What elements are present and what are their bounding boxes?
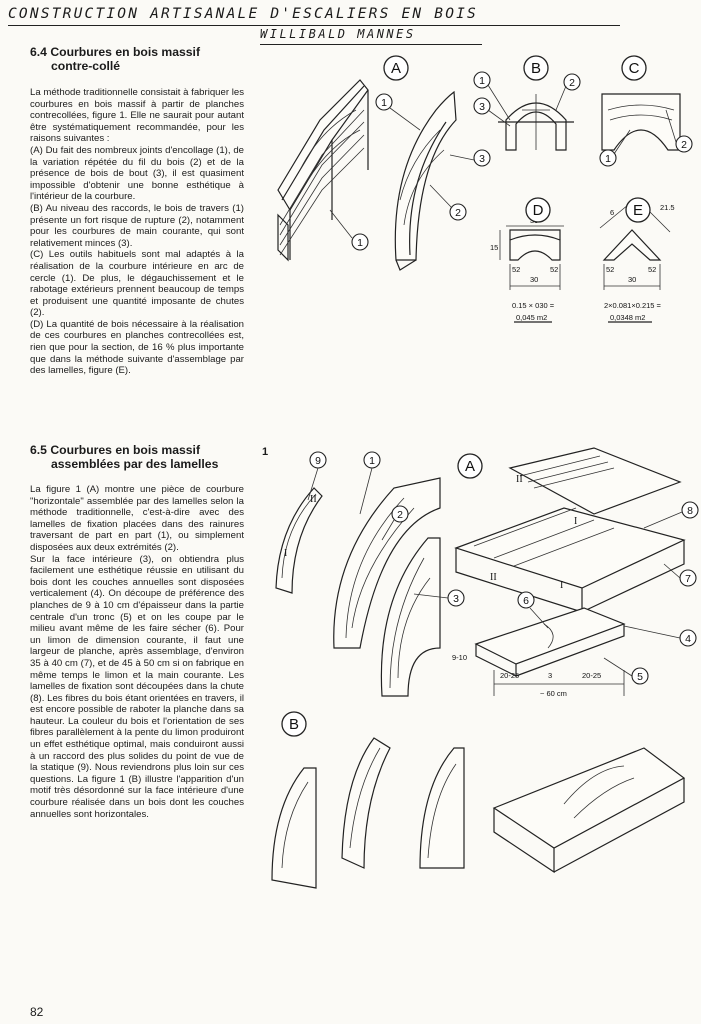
svg-text:4: 4	[685, 633, 691, 645]
roman-one: I	[560, 580, 564, 591]
svg-text:1: 1	[369, 455, 375, 467]
roman-one: I	[284, 548, 288, 559]
d-left-label: 52	[512, 265, 521, 274]
callout-6	[518, 592, 534, 608]
svg-text:1: 1	[605, 153, 611, 165]
drawing-d-section	[490, 216, 564, 322]
label-d	[526, 198, 550, 222]
roman-one: I	[574, 516, 578, 527]
callout-5	[632, 668, 648, 684]
svg-text:9: 9	[315, 455, 321, 467]
paragraph: (A) Du fait des nombreux joints d'encollage (1), de la variation répétée du fil du bois (2) et de la présence de bois de bout (3), il est quasiment impossible d'obtenir une bonne esthétique à l'intérieur de la courbure.	[30, 144, 244, 203]
svg-text:A: A	[464, 458, 476, 475]
section-6-5-title	[30, 443, 244, 471]
svg-text:8: 8	[687, 505, 693, 517]
callout-1	[352, 234, 368, 250]
callout-1	[376, 94, 392, 110]
page-header	[8, 6, 608, 46]
d-bottom-label: 30	[530, 275, 539, 284]
e-result: 0,0348 m2	[610, 313, 646, 322]
callout-3	[474, 150, 490, 166]
roman-two: II	[310, 494, 317, 505]
label-a	[384, 56, 408, 80]
svg-text:D: D	[532, 202, 544, 219]
e-right-label: 52	[648, 265, 657, 274]
svg-text:2: 2	[569, 77, 575, 89]
callout-7	[680, 570, 696, 586]
svg-text:3: 3	[479, 153, 485, 165]
section-6-4-title-line2: contre-collé	[51, 59, 121, 73]
e-dim-b: 21.5	[660, 203, 675, 212]
section-6-4-title	[30, 45, 244, 73]
label-b	[282, 712, 306, 736]
svg-text:2: 2	[681, 139, 687, 151]
section-6-4	[30, 45, 244, 377]
drawing-c-half-round	[602, 94, 680, 150]
drawing-b-pieces	[272, 738, 684, 888]
callout-8	[682, 502, 698, 518]
author-rule	[260, 44, 482, 45]
section-6-5-title-line1: 6.5 Courbures en bois massif	[30, 443, 201, 457]
svg-text:C: C	[628, 60, 640, 77]
svg-text:2: 2	[397, 509, 403, 521]
paragraph: La figure 1 (A) montre une pièce de courbure "horizontale" assemblée par des lamelles selon la méthode traditionnelle, c'est-à-dire avec des lamelles de fixation placées dans des rainures traversant de part en part (1), ou simplement disposées aux deux extrémités (2).	[30, 484, 244, 553]
drawing-b-arch	[498, 94, 574, 150]
section-6-5	[30, 443, 244, 820]
callout-9	[310, 452, 326, 468]
svg-text:1: 1	[479, 75, 485, 87]
svg-text:6: 6	[523, 595, 529, 607]
bottom-dim-thick: 9-10	[452, 653, 468, 662]
bottom-dim-total: ~ 60 cm	[540, 689, 567, 698]
e-bottom-label: 30	[628, 275, 637, 284]
callout-3	[474, 98, 490, 114]
callout-1	[364, 452, 380, 468]
svg-text:A: A	[390, 60, 402, 77]
drawing-a-laminated-blocks	[278, 80, 368, 260]
bottom-dim-s1: 20-25	[500, 671, 520, 680]
figure-top-illustration	[260, 50, 700, 350]
callout-1	[474, 72, 490, 88]
paragraph: La méthode traditionnelle consistait à fabriquer les courbures en bois massif à partir de planches contrecollées, figure 1. Elle ne saurait pour autant être systématiquement recommandée, pour les raisons suivantes :	[30, 87, 244, 145]
bottom-dim-s3: 20-25	[582, 671, 602, 680]
e-dim-a: 6	[610, 208, 615, 217]
label-b	[524, 56, 548, 80]
label-e	[626, 198, 650, 222]
svg-text:3: 3	[479, 101, 485, 113]
label-c	[622, 56, 646, 80]
callout-2	[564, 74, 580, 90]
svg-text:B: B	[530, 60, 542, 77]
paragraph: Sur la face intérieure (3), on obtiendra plus facilement une esthétique réussie en utilisant du bois dont les couches annuelles sont disposées verticalement (4). On découpe de préférence des planches de 9 à 10 cm d'épaisseur dans la partie centrale d'un tronc (5) et on les coupe par le milieu avant même de les faire sécher (6). Pour un limon de dimension courante, il faut une largeur de planche, après assemblage, d'environ 35 à 40 cm (7), et de 45 à 50 cm si on fabrique en même temps le limon et la main courante. Les lamelles de fixation sont découpées dans la chute (8). Les fibres du bois étant orientées en travers, il est encore possible de raboter la planche dans sa hauteur. La couleur du bois et l'orientation de ses fibres parallèlement à la pente du limon produiront un effet esthétique optimal, mais conduiront aussi à un raccord des plus solides du point de vue de la statique (9). Nous reviendrons plus loin sur ces questions. La figure 1 (B) illustre l'apparition d'un motif très désordonné sur la face intérieure d'une courbure réalisée dans un bois dont les couches annuelles sont horizontales.	[30, 553, 244, 820]
callout-2	[392, 506, 408, 522]
callout-2	[450, 204, 466, 220]
e-formula: 2×0.081×0.215 =	[604, 301, 661, 310]
e-left-label: 52	[606, 265, 615, 274]
page-number: 82	[30, 1005, 44, 1019]
section-6-4-title-line1: 6.4 Courbures en bois massif	[30, 45, 201, 59]
book-title: CONSTRUCTION ARTISANALE D'ESCALIERS EN BOIS	[8, 6, 478, 22]
d-result: 0,045 m2	[516, 313, 548, 322]
roman-two: II	[490, 572, 497, 583]
paragraph: (B) Au niveau des raccords, le bois de travers (1) présente un fort risque de rupture (2), notamment pour les courbures de main courante, qui sont relativement minces (3).	[30, 202, 244, 249]
roman-two: II	[516, 474, 523, 485]
drawing-curve-pieces	[276, 478, 440, 696]
book-author: WILLIBALD MANNES	[260, 27, 416, 41]
section-6-5-title-line2: assemblées par des lamelles	[51, 457, 219, 471]
svg-text:5: 5	[637, 671, 643, 683]
figure-bottom-illustration	[264, 448, 700, 908]
paragraph: (C) Les outils habituels sont mal adaptés à la réalisation de la courbure intérieure en arc de cercle (1). De plus, le dégauchissement et le rabotage extérieurs prennent beaucoup de temps et produisent une quantité imposante de chutes (2).	[30, 249, 244, 319]
callout-4	[680, 630, 696, 646]
figure-number: 1	[262, 446, 269, 458]
svg-text:1: 1	[381, 97, 387, 109]
callout-3	[448, 590, 464, 606]
d-height-label: 15	[490, 243, 499, 252]
bottom-dim-s2: 3	[548, 671, 553, 680]
svg-text:1: 1	[357, 237, 363, 249]
header-rule	[8, 25, 620, 26]
svg-text:3: 3	[453, 593, 459, 605]
callout-1	[600, 150, 616, 166]
svg-text:E: E	[632, 202, 644, 219]
callout-2	[676, 136, 692, 152]
drawing-board-a	[452, 448, 684, 698]
paragraph: (D) La quantité de bois nécessaire à la réalisation de ces courbures en planches contrecollées est, rien que pour la section, de 16 % plus importante que dans la méthode suivante d'assemblage par des lamelles, figure (E).	[30, 318, 244, 377]
svg-text:7: 7	[685, 573, 691, 585]
svg-text:2: 2	[455, 207, 461, 219]
svg-text:B: B	[288, 716, 300, 733]
label-a	[458, 454, 482, 478]
d-formula: 0.15 × 030 =	[512, 301, 555, 310]
d-right-label: 52	[550, 265, 559, 274]
